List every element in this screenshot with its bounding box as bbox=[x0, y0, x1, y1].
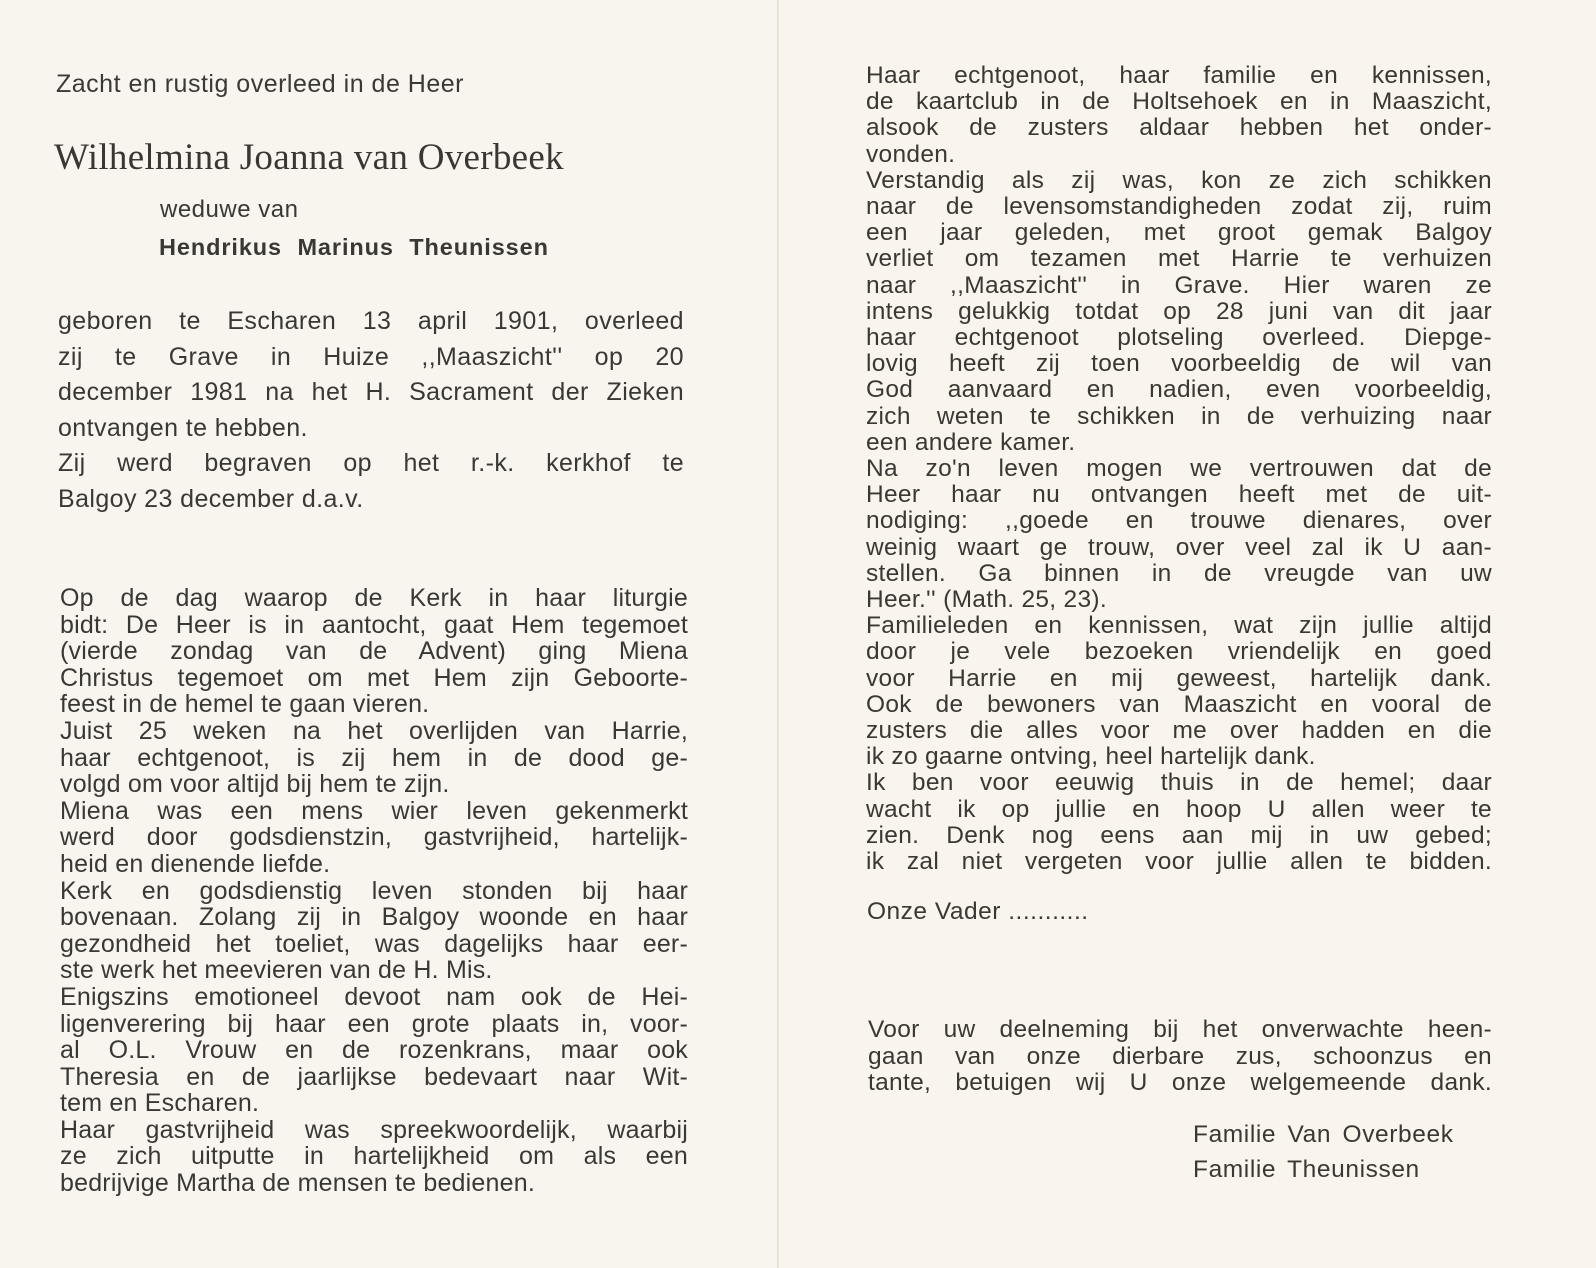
text-line: Verstandig als zij was, kon ze zich schikken bbox=[866, 166, 1492, 194]
text-line: (vierde zondag van de Advent) ging Miena bbox=[60, 637, 688, 666]
husband-name: Hendrikus Marinus Theunissen bbox=[159, 234, 549, 260]
text-line: Heer haar nu ontvangen heeft met de uit- bbox=[866, 481, 1492, 509]
text-line: tante, betuigen wij U onze welgemeende dank. bbox=[868, 1069, 1492, 1097]
text-line: Haar echtgenoot, haar familie en kennissen, bbox=[866, 62, 1492, 89]
text-line: bovenaan. Zolang zij in Balgoy woonde en haar bbox=[60, 903, 688, 932]
text-line: een jaar geleden, met groot gemak Balgoy bbox=[866, 219, 1492, 247]
text-line: ik zo gaarne ontving, heel hartelijk dank. bbox=[866, 743, 1316, 771]
text-line: Theresia en de jaarlijkse bedevaart naar Wit- bbox=[60, 1062, 688, 1091]
text-line: Op de dag waarop de Kerk in haar liturgie bbox=[60, 584, 688, 612]
text-line: verliet om tezamen met Harrie te verhuizen bbox=[866, 245, 1492, 273]
text-line: zich weten te schikken in de verhuizing naar bbox=[866, 402, 1492, 430]
text-line: naar ,,Maaszicht'' in Grave. Hier waren ze bbox=[866, 271, 1492, 299]
text-line: ontvangen te hebben. bbox=[58, 413, 308, 442]
text-line: zien. Denk nog eens aan mij in uw gebed; bbox=[866, 821, 1492, 849]
birth-death-paragraph bbox=[58, 304, 684, 517]
text-line: Christus tegemoet om met Hem zijn Geboorte- bbox=[60, 663, 688, 692]
text-line: voor Harrie en mij geweest, hartelijk dank. bbox=[866, 664, 1492, 692]
text-line: Ook de bewoners van Maaszicht en vooral de bbox=[866, 690, 1492, 718]
text-line: zusters die alles voor me over hadden en die bbox=[866, 717, 1492, 745]
text-line: de kaartclub in de Holtsehoek en in Maaszicht, bbox=[866, 88, 1492, 116]
widow-of-label: weduwe van bbox=[160, 196, 299, 223]
text-line: gaan van onze dierbare zus, schoonzus en bbox=[868, 1042, 1492, 1070]
text-line: Juist 25 weken na het overlijden van Harrie, bbox=[60, 716, 688, 745]
text-line: werd door godsdienstzin, gastvrijheid, hartelijk- bbox=[60, 823, 688, 852]
text-line: ik zal niet vergeten voor jullie allen te bidden. bbox=[866, 848, 1492, 876]
text-line: Na zo'n leven mogen we vertrouwen dat de bbox=[866, 455, 1492, 483]
thanks-paragraph bbox=[868, 1017, 1492, 1097]
left-page bbox=[0, 0, 778, 1268]
text-line: bidt: De Heer is in aantocht, gaat Hem tegemoet bbox=[60, 610, 688, 639]
text-line: Haar gastvrijheid was spreekwoordelijk, waarbij bbox=[60, 1115, 688, 1144]
text-line: volgd om voor altijd bij hem te zijn. bbox=[60, 770, 450, 799]
signature-family-van-overbeek: Familie Van Overbeek bbox=[1193, 1121, 1454, 1148]
text-line: door je vele bezoeken vriendelijk en goed bbox=[866, 638, 1492, 666]
text-line: alsook de zusters aldaar hebben het onder- bbox=[866, 114, 1492, 142]
biography-paragraph bbox=[60, 585, 688, 1197]
text-line: wacht ik op jullie en hoop U allen weer te bbox=[866, 795, 1492, 823]
text-line: ste werk het meevieren van de H. Mis. bbox=[60, 956, 493, 985]
text-line: tem en Escharen. bbox=[60, 1089, 260, 1118]
text-line: intens gelukkig totdat op 28 juni van dit jaar bbox=[866, 297, 1492, 325]
text-line: haar echtgenoot, is zij hem in de dood ge- bbox=[60, 743, 688, 772]
text-line: God aanvaard en nadien, even voorbeeldig, bbox=[866, 376, 1492, 404]
text-line: Balgoy 23 december d.a.v. bbox=[58, 484, 364, 513]
text-line: Ik ben voor eeuwig thuis in de hemel; daar bbox=[866, 769, 1492, 797]
text-line: bedrijvige Martha de mensen te bedienen. bbox=[60, 1169, 535, 1198]
intro-text: Zacht en rustig overleed in de Heer bbox=[56, 70, 464, 98]
text-line: Zij werd begraven op het r.-k. kerkhof te bbox=[58, 449, 684, 477]
text-line: stellen. Ga binnen in de vreugde van uw bbox=[866, 559, 1492, 587]
text-line: nodiging: ,,goede en trouwe dienares, over bbox=[866, 507, 1492, 535]
text-line: zij te Grave in Huize ,,Maaszicht'' op 20 bbox=[58, 342, 684, 371]
text-line: weinig waart ge trouw, over veel zal ik U aan- bbox=[866, 533, 1492, 561]
text-line: Familieleden en kennissen, wat zijn jullie altijd bbox=[866, 612, 1492, 640]
text-line: geboren te Escharen 13 april 1901, overleed bbox=[58, 307, 684, 335]
text-line: december 1981 na het H. Sacrament der Zieken bbox=[58, 378, 684, 406]
text-line: naar de levensomstandigheden zodat zij, ruim bbox=[866, 193, 1492, 221]
text-line: feest in de hemel te gaan vieren. bbox=[60, 690, 430, 719]
text-line: een andere kamer. bbox=[866, 428, 1076, 456]
text-line: ligenverering bij haar een grote plaats in, voor- bbox=[60, 1009, 688, 1038]
text-line: Enigszins emotioneel devoot nam ook de Hei- bbox=[60, 982, 688, 1011]
prayer-line: Onze Vader ........... bbox=[867, 898, 1089, 925]
right-page-text bbox=[866, 63, 1492, 875]
text-line: haar echtgenoot plotseling overleed. Diepge- bbox=[866, 324, 1492, 352]
text-line: vonden. bbox=[866, 140, 956, 168]
text-line: Kerk en godsdienstig leven stonden bij haar bbox=[60, 876, 688, 905]
text-line: lovig heeft zij toen voorbeeldig de wil van bbox=[866, 350, 1492, 378]
signature-family-theunissen: Familie Theunissen bbox=[1193, 1156, 1420, 1183]
text-line: Heer.'' (Math. 25, 23). bbox=[866, 586, 1107, 614]
text-line: gezondheid het toeliet, was dagelijks haar eer- bbox=[60, 929, 688, 958]
text-line: al O.L. Vrouw en de rozenkrans, maar ook bbox=[60, 1036, 688, 1065]
deceased-name: Wilhelmina Joanna van Overbeek bbox=[54, 137, 564, 178]
text-line: heid en dienende liefde. bbox=[60, 849, 331, 878]
text-line: Miena was een mens wier leven gekenmerkt bbox=[60, 796, 688, 825]
text-line: ze zich uitputte in hartelijkheid om als een bbox=[60, 1142, 688, 1171]
text-line: Voor uw deelneming bij het onverwachte heen- bbox=[868, 1016, 1492, 1043]
